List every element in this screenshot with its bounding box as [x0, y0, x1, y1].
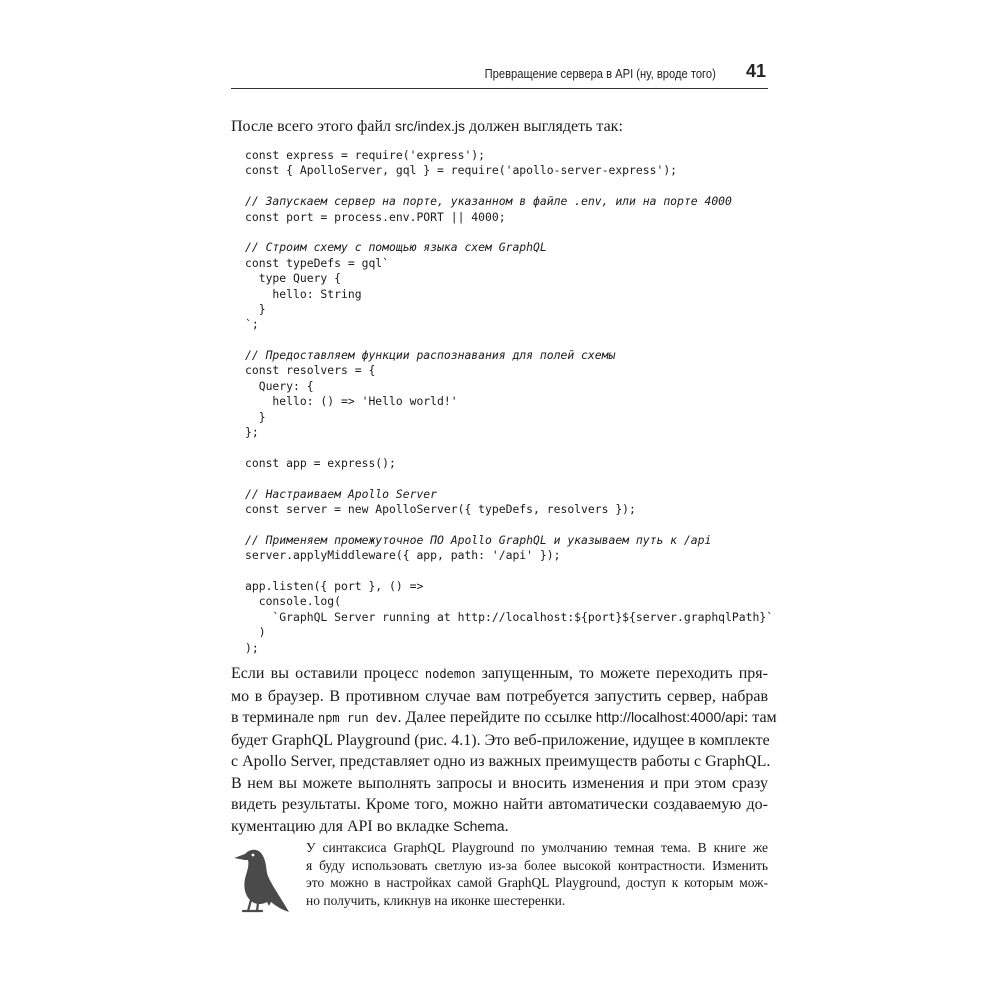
- paragraph-line: будет GraphQL Playground (рис. 4.1). Это веб-приложение, идущее в комплекте: [231, 731, 770, 749]
- paragraph-line: [231, 707, 777, 730]
- code-line: const app = express();: [245, 455, 396, 470]
- code-line: [245, 517, 775, 532]
- code-line: console.log(: [245, 594, 342, 609]
- paragraph-line: мо в браузер. В противном случае вам потребуется запустить сервер, набрав: [231, 687, 768, 705]
- code-line: }: [245, 409, 266, 424]
- code-comment-line: // Применяем промежуточное ПО Apollo GraphQL и указываем путь к /api: [245, 532, 712, 547]
- note-line: но получить, кликнув на иконке шестеренки.: [306, 892, 566, 908]
- text-run: : там: [743, 709, 777, 726]
- paragraph-line: [231, 816, 768, 838]
- body-paragraph: [231, 663, 777, 837]
- text-run: .: [504, 817, 509, 835]
- code-line: app.listen({ port }, () =>: [245, 578, 424, 593]
- code-line: [245, 471, 775, 486]
- code-comment-line: // Строим схему с помощью языка схем GraphQL: [245, 240, 547, 255]
- code-line: }: [245, 301, 266, 316]
- intro-before: После всего этого файл: [231, 118, 395, 135]
- code-line: server.applyMiddleware({ app, path: '/api' });: [245, 548, 561, 563]
- text-run: . Далее перейдите по ссылке: [397, 709, 596, 726]
- page-number: 41: [745, 61, 766, 81]
- code-line: ): [245, 625, 266, 640]
- code-line: [245, 179, 775, 194]
- code-line: const server = new ApolloServer({ typeDefs, resolvers });: [245, 501, 636, 516]
- code-line: );: [245, 640, 259, 655]
- paragraph-line: В нем вы можете выполнять запросы и вносить изменения и при этом сразу: [231, 774, 768, 792]
- running-header: [231, 62, 768, 89]
- note-text: [306, 839, 768, 909]
- code-line: hello: () => 'Hello world!': [245, 394, 458, 409]
- intro-sentence: [231, 116, 768, 137]
- code-line: const express = require('express');: [245, 148, 486, 162]
- code-line: const typeDefs = gql`: [245, 255, 390, 270]
- code-line: [245, 333, 775, 348]
- inline-code: nodemon: [424, 667, 476, 681]
- intro-after: должен выглядеть так:: [465, 118, 623, 135]
- note-line: я буду использовать светлую из-за более высокой контрастности. Изменить: [306, 857, 768, 873]
- code-line: `;: [245, 317, 259, 332]
- text-run: запущенным, то можете переходить пря-: [475, 665, 768, 682]
- note-line: это можно в настройках самой GraphQL Playground, доступ к которым мож-: [306, 875, 768, 890]
- code-listing: [245, 148, 775, 656]
- text-run: Если вы оставили процесс: [231, 665, 425, 682]
- code-line: [245, 564, 775, 579]
- url-link[interactable]: http://localhost:4000/api: [595, 709, 744, 725]
- code-line: [245, 225, 775, 240]
- paragraph-line: видеть результаты. Кроме того, можно найти автоматически создаваемую до-: [231, 796, 768, 813]
- code-line: type Query {: [245, 271, 342, 286]
- file-path: src/index.js: [395, 118, 466, 134]
- text-run: в терминале: [231, 709, 318, 726]
- code-comment-line: // Запускаем сервер на порте, указанном в файле .env, или на порте 4000: [245, 194, 732, 209]
- code-line: };: [245, 425, 259, 440]
- paragraph-line: [231, 663, 768, 686]
- code-comment-line: // Настраиваем Apollo Server: [245, 486, 438, 501]
- crow-icon: [231, 840, 291, 918]
- paragraph-line: с Apollo Server, представляет одно из важных преимуществ работы с GraphQL.: [231, 753, 771, 770]
- code-line: Query: {: [245, 378, 314, 393]
- tab-name: Schema: [453, 817, 505, 834]
- code-line: [245, 440, 775, 455]
- code-line: hello: String: [245, 286, 362, 301]
- note-line: У синтаксиса GraphQL Playground по умолчанию темная тема. В книге же: [306, 840, 768, 855]
- code-line: const resolvers = {: [245, 363, 376, 378]
- header-title: Превращение сервера в API (ну, вроде того): [484, 66, 716, 81]
- code-comment-line: // Предоставляем функции распознавания для полей схемы: [245, 348, 616, 363]
- code-line: const { ApolloServer, gql } = require('apollo-server-express');: [245, 163, 678, 178]
- code-line: const port = process.env.PORT || 4000;: [245, 209, 506, 224]
- inline-code: npm run dev: [317, 711, 398, 725]
- text-run: кументацию для API во вкладке: [231, 817, 454, 835]
- code-line: `GraphQL Server running at http://localhost:${port}${server.graphqlPath}`: [245, 609, 774, 624]
